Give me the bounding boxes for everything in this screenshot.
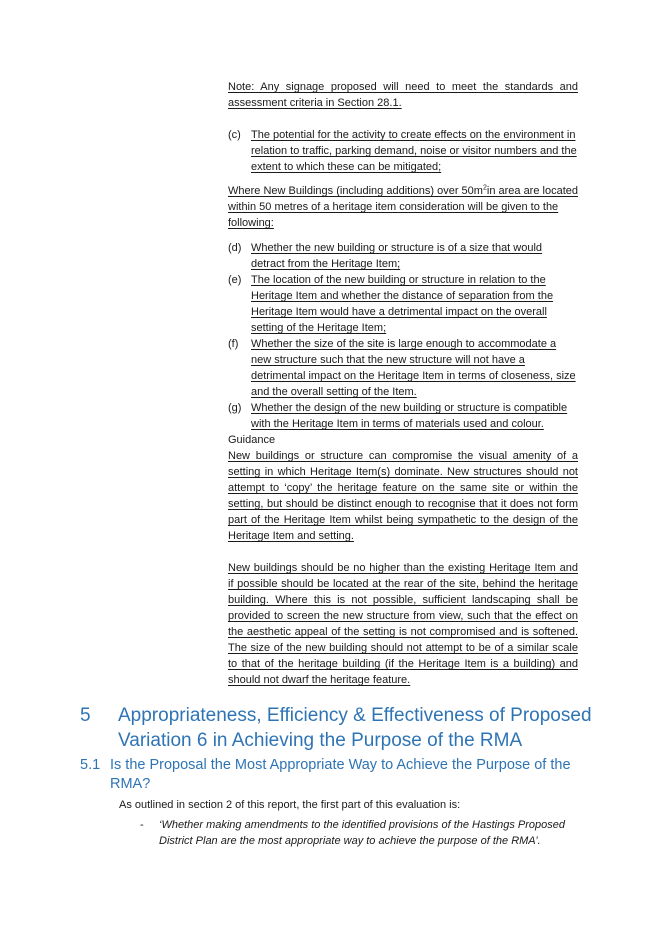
intro-text-start: Where New Buildings (including additions) over 50m [228,185,483,197]
evaluation-intro: As outlined in section 2 of this report, the first part of this evaluation is: [119,799,461,811]
criterion-d [228,240,578,272]
criterion-text: Whether the size of the site is large enough to accommodate a new structure such that the new structure will not have a detrimental impact on the Heritage Item in terms of closeness, size and the overall setting of the Item. [251,338,576,398]
bullet-dash: - [140,819,144,831]
criterion-label: (f) [228,338,239,350]
criterion-text: The location of the new building or structure in relation to the Heritage Item and whether the distance of separation from the Heritage Item would have a detrimental impact on the overall setting of the Heritage Item; [251,274,554,334]
section-5-heading [80,703,600,753]
criterion-text: The potential for the activity to create effects on the environment in relation to traffic, parking demand, noise or visitor numbers and the extent to which these can be mitigated; [251,129,577,173]
criterion-text: Whether the new building or structure is of a size that would detract from the Heritage Item; [251,242,543,270]
intro-text-end: in area are located within 50 metres of a heritage item consideration will be given to the following: [228,185,578,229]
criterion-c [228,127,578,175]
bullet-text: ‘Whether making amendments to the identified provisions of the Hastings Proposed District Plan are the most appropriate way to achieve the purpose of the RMA’. [159,819,565,847]
criterion-label: (c) [228,129,241,141]
section-5-1-heading [80,756,600,794]
guidance-paragraph-2: New buildings should be no higher than the existing Heritage Item and if possible should be located at the rear of the site, behind the heritage building. Where this is not possible, sufficient landscaping shall be provided to screen the new structure from view, such that the effect on the aesthetic appeal of the setting is not compromised and is softened. The size of the new building should not attempt to be of a similar scale to that of the heritage building (if the Heritage Item is a building) and should not dwarf the heritage feature. [228,562,578,686]
criterion-label: (g) [228,402,242,414]
guidance-paragraph-1: New buildings or structure can compromise the visual amenity of a setting in which Heritage Item(s) dominate. New structures should not attempt to ‘copy’ the heritage feature on the same site or within the setting, but should be distinct enough to recognise that it does not form part of the Heritage Item whilst being sympathetic to the design of the Heritage Item and setting. [228,450,578,542]
criterion-e [228,272,578,336]
criterion-g [228,400,578,432]
section-number: 5 [80,705,91,726]
section-title: Is the Proposal the Most Appropriate Way to Achieve the Purpose of the RMA? [110,757,571,792]
signage-note: Note: Any signage proposed will need to meet the standards and assessment criteria in Section 28.1. [228,81,578,109]
section-title: Appropriateness, Efficiency & Effectiveness of Proposed Variation 6 in Achieving the Purpose of the RMA [118,705,592,751]
section-number: 5.1 [80,757,101,773]
superscript: 2 [482,184,487,192]
criterion-text: Whether the design of the new building or structure is compatible with the Heritage Item in terms of materials used and colour. [251,402,568,430]
criterion-label: (e) [228,274,242,286]
bullet-item [140,817,578,849]
new-buildings-intro [228,183,578,231]
guidance-heading: Guidance [228,434,276,446]
criterion-f [228,336,578,400]
criterion-label: (d) [228,242,242,254]
